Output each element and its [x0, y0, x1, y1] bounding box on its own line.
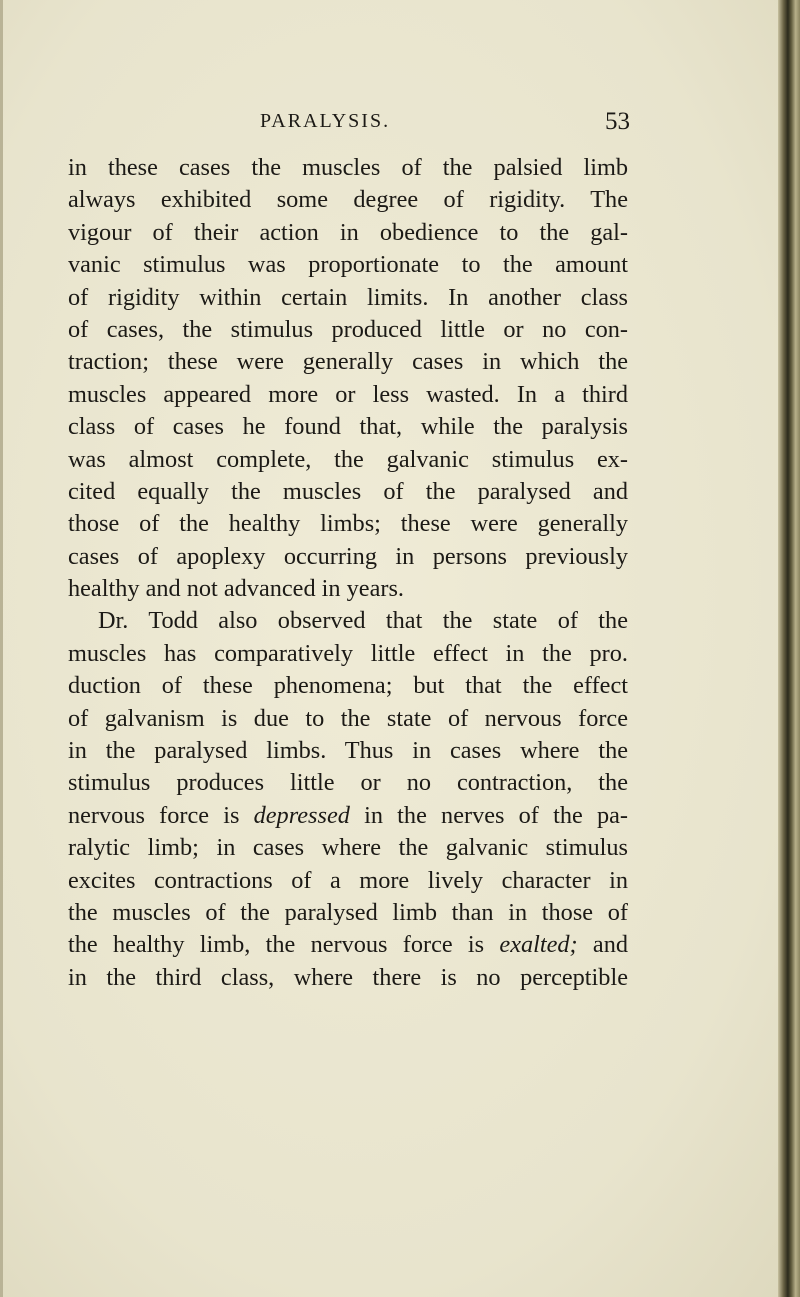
text-line: vigour of their action in obedience to the gal-	[68, 218, 628, 246]
text-line: was almost complete, the galvanic stimulus ex-	[68, 445, 628, 473]
text-line: of galvanism is due to the state of nervous force	[68, 704, 628, 732]
text-line: vanic stimulus was proportionate to the amount	[68, 251, 628, 279]
text-line: healthy and not advanced in years.	[68, 575, 404, 603]
text-line: always exhibited some degree of rigidity. The	[68, 186, 628, 214]
text-line: muscles appeared more or less wasted. In a third	[68, 380, 628, 408]
text-line: of cases, the stimulus produced little or no con-	[68, 315, 628, 343]
text-line-with-emphasis	[68, 929, 628, 961]
text-segment: nervous force is	[68, 801, 254, 829]
book-binding-edge	[778, 0, 800, 1297]
text-line: muscles has comparatively little effect in the pro.	[68, 639, 628, 667]
text-segment: the healthy limb, the nervous force is	[68, 931, 500, 959]
body-text	[68, 152, 628, 994]
emphasis-exalted: exalted;	[499, 931, 578, 959]
text-line: ralytic limb; in cases where the galvanic stimulus	[68, 834, 628, 862]
text-line: traction; these were generally cases in which the	[68, 348, 628, 376]
paragraph-start-line: Dr. Todd also observed that the state of the	[98, 607, 628, 635]
text-line: in these cases the muscles of the palsied limb	[68, 154, 628, 181]
text-segment: and	[577, 931, 629, 959]
text-segment: in the nerves of the pa-	[349, 801, 628, 829]
text-line: cited equally the muscles of the paralysed and	[68, 477, 628, 505]
text-line: in the third class, where there is no perceptible	[68, 963, 628, 991]
text-line: class of cases he found that, while the paralysis	[68, 413, 628, 441]
text-line: duction of these phenomena; but that the effect	[68, 672, 628, 700]
running-title: PARALYSIS.	[260, 110, 391, 132]
page-number: 53	[605, 108, 630, 135]
text-line: in the paralysed limbs. Thus in cases where the	[68, 737, 628, 765]
text-line: those of the healthy limbs; these were generally	[68, 510, 628, 538]
text-line: stimulus produces little or no contraction, the	[68, 769, 628, 797]
text-line: of rigidity within certain limits. In another class	[68, 283, 628, 311]
page-edge-shadow	[0, 0, 3, 1297]
running-header	[260, 108, 630, 140]
text-line-with-emphasis	[68, 800, 628, 832]
text-line: cases of apoplexy occurring in persons previously	[68, 542, 628, 570]
emphasis-depressed: depressed	[253, 801, 350, 829]
text-line: excites contractions of a more lively character in	[68, 866, 628, 894]
text-line: the muscles of the paralysed limb than in those of	[68, 898, 628, 926]
